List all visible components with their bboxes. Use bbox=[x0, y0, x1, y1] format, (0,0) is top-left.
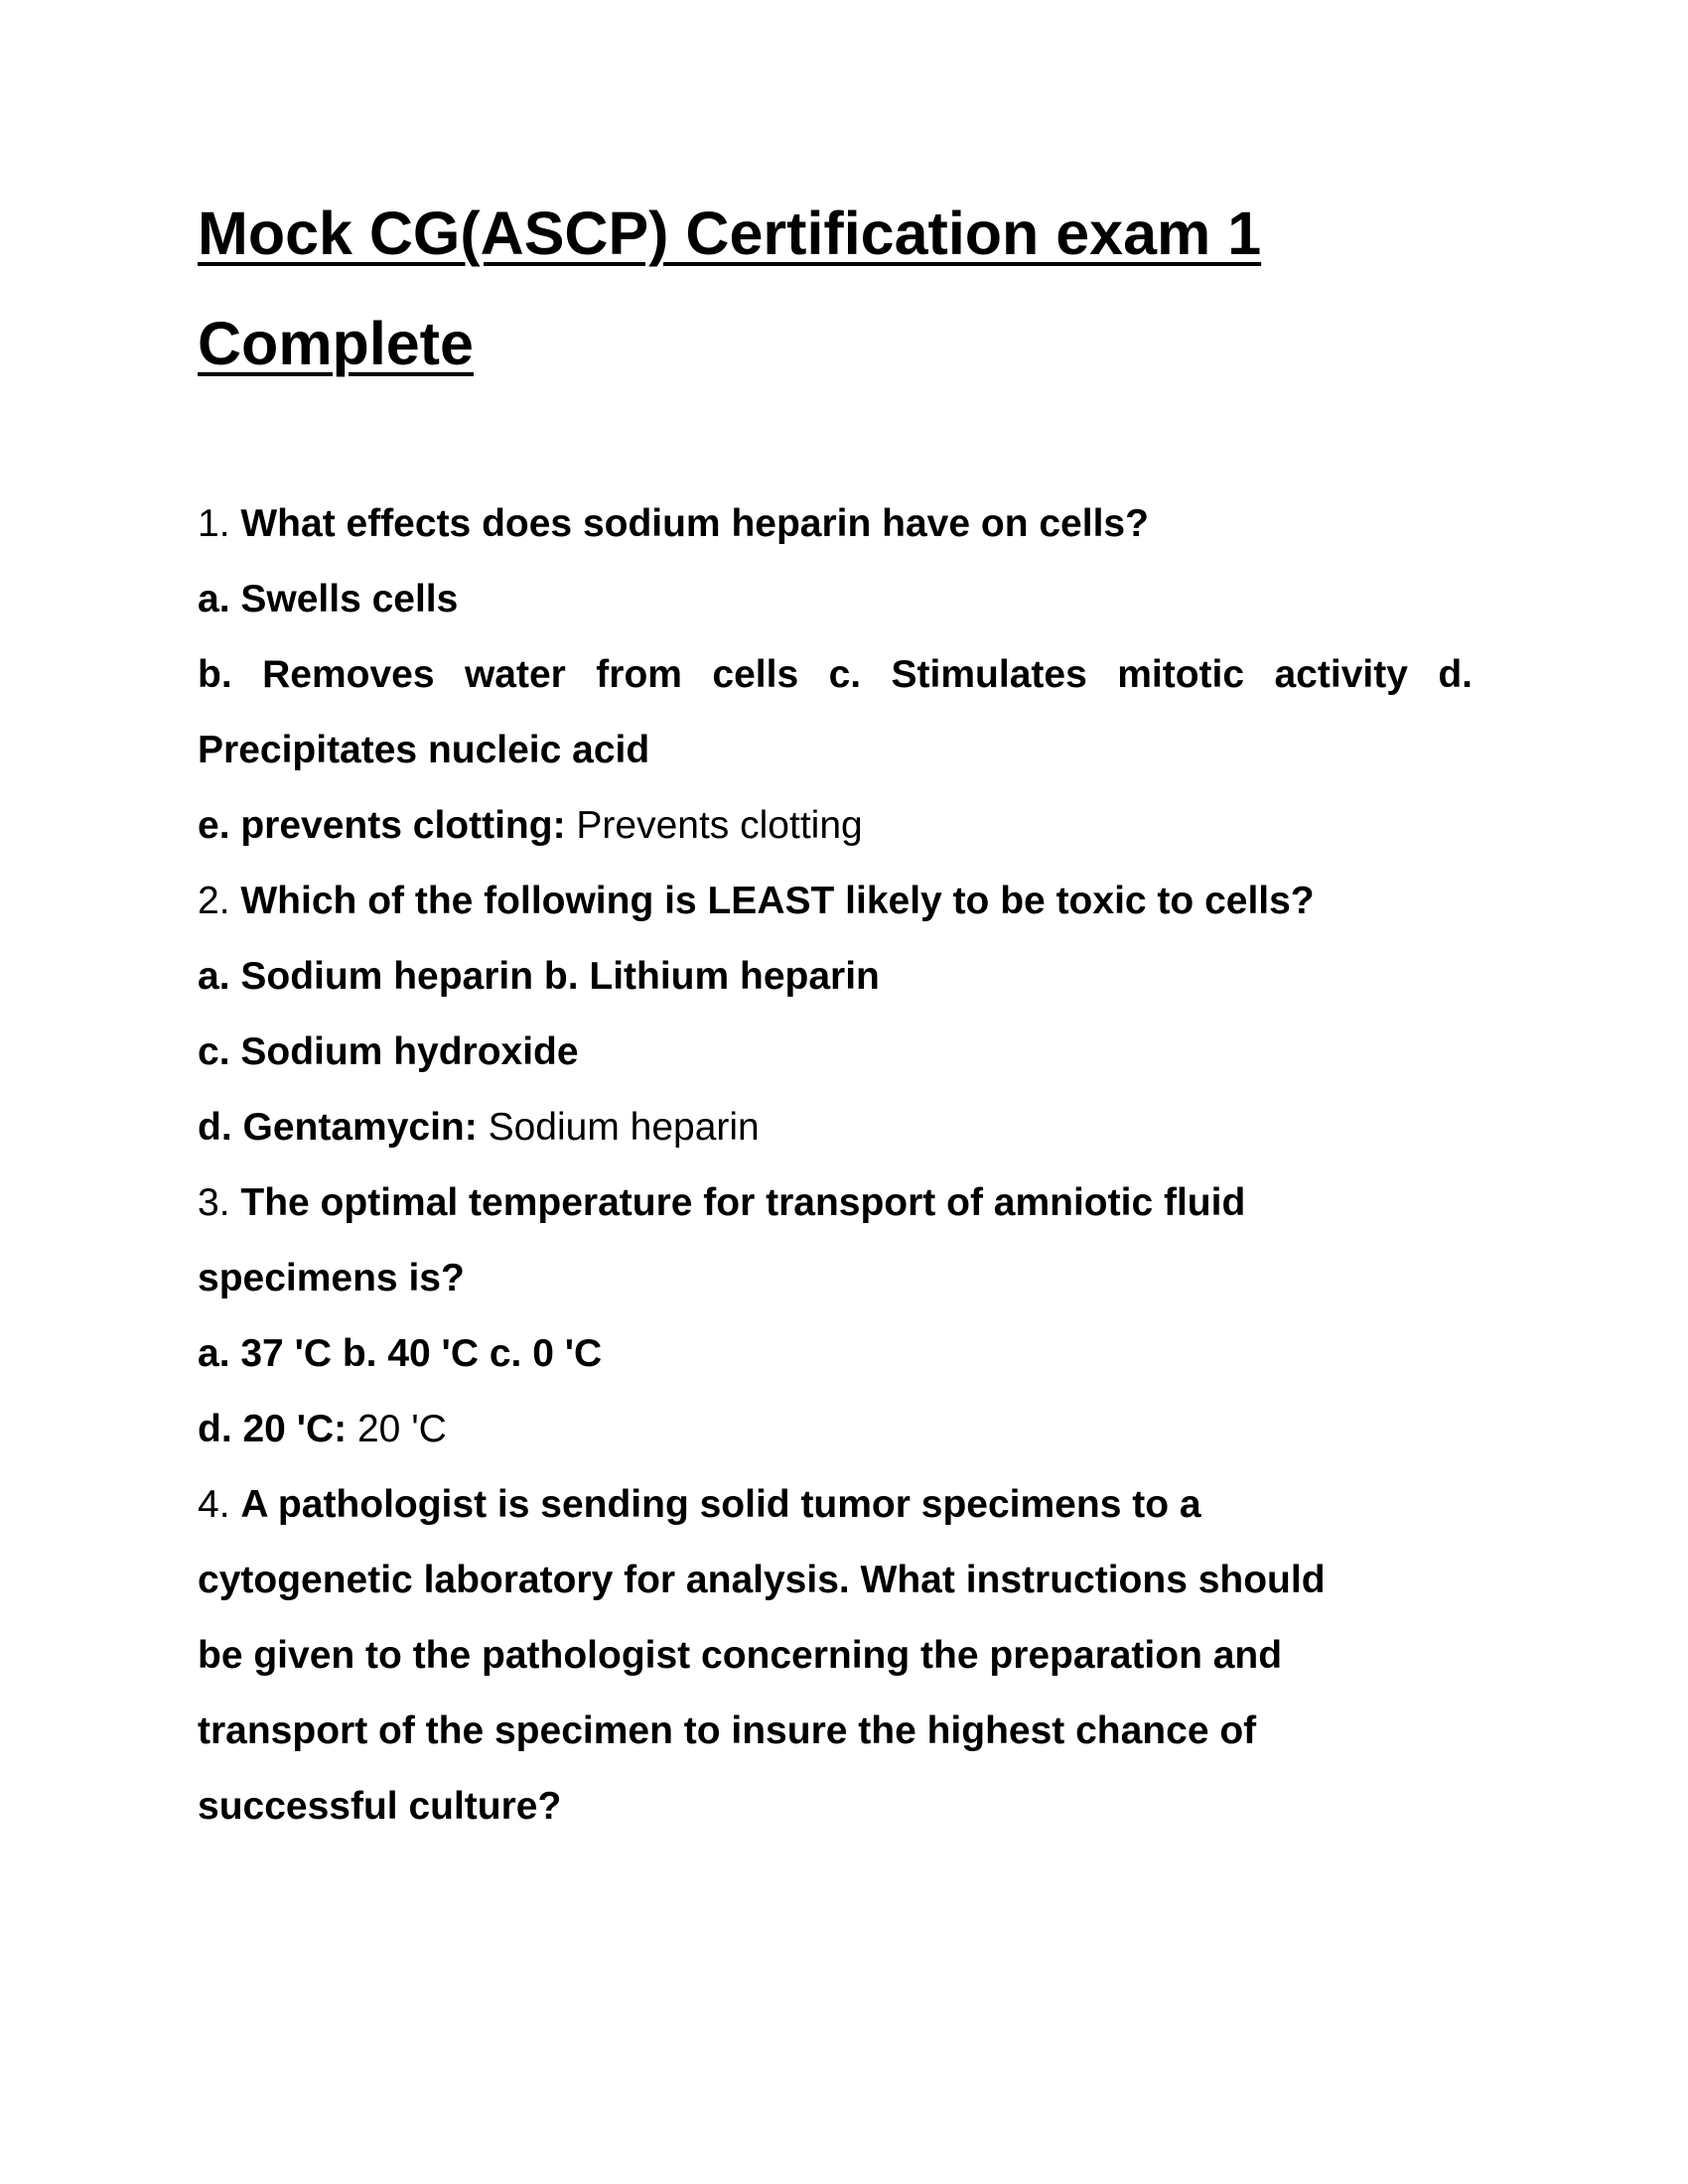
text-line bbox=[198, 939, 1473, 1015]
question-text: a. Sodium heparin b. Lithium heparin bbox=[198, 955, 880, 998]
question-text: b. Removes water from cells c. Stimulates mitotic activity d. bbox=[198, 653, 1473, 696]
answer-text: Prevents clotting bbox=[565, 804, 863, 847]
question-text: e. prevents clotting: bbox=[198, 804, 566, 847]
question-text: transport of the specimen to insure the highest chance of bbox=[198, 1709, 1257, 1752]
text-line bbox=[198, 1015, 1473, 1090]
question-text: The optimal temperature for transport of amniotic fluid bbox=[240, 1181, 1246, 1224]
question-text: Which of the following is LEAST likely to be toxic to cells? bbox=[240, 880, 1315, 922]
question-text: a. 37 'C b. 40 'C c. 0 'C bbox=[198, 1332, 603, 1375]
document-title bbox=[198, 179, 1488, 399]
text-line bbox=[198, 1543, 1473, 1618]
question-text: a. Swells cells bbox=[198, 578, 459, 620]
question-text: What effects does sodium heparin have on cells? bbox=[240, 502, 1149, 545]
text-line bbox=[198, 1769, 1473, 1844]
question-number: 1. bbox=[198, 502, 241, 545]
question-text: d. 20 'C: bbox=[198, 1408, 348, 1450]
text-line bbox=[198, 864, 1473, 939]
text-line bbox=[198, 1316, 1473, 1392]
question-text: c. Sodium hydroxide bbox=[198, 1030, 579, 1073]
answer-text: Sodium heparin bbox=[477, 1106, 760, 1149]
text-line bbox=[198, 1165, 1473, 1241]
question-text: specimens is? bbox=[198, 1257, 465, 1299]
question-text: successful culture? bbox=[198, 1785, 562, 1828]
text-line bbox=[198, 1392, 1473, 1467]
text-line bbox=[198, 788, 1473, 864]
title-line-2: Complete bbox=[198, 310, 474, 377]
text-line bbox=[198, 713, 1473, 788]
question-text: A pathologist is sending solid tumor specimens to a bbox=[240, 1483, 1201, 1526]
answer-text: 20 'C bbox=[347, 1408, 447, 1450]
question-text: be given to the pathologist concerning the preparation and bbox=[198, 1634, 1283, 1677]
text-line bbox=[198, 562, 1473, 637]
text-line bbox=[198, 1090, 1473, 1165]
question-text: cytogenetic laboratory for analysis. What instructions should bbox=[198, 1559, 1326, 1601]
question-text: d. Gentamycin: bbox=[198, 1106, 478, 1149]
question-number: 3. bbox=[198, 1181, 241, 1224]
question-number: 4. bbox=[198, 1483, 241, 1526]
text-line bbox=[198, 486, 1473, 562]
text-line bbox=[198, 637, 1473, 713]
title-line-1: Mock CG(ASCP) Certification exam 1 bbox=[198, 200, 1262, 267]
text-line bbox=[198, 1467, 1473, 1543]
question-text: Precipitates nucleic acid bbox=[198, 729, 650, 771]
text-line bbox=[198, 1241, 1473, 1316]
question-number: 2. bbox=[198, 880, 241, 922]
text-line bbox=[198, 1618, 1473, 1694]
question-list bbox=[198, 486, 1473, 1844]
text-line bbox=[198, 1694, 1473, 1769]
